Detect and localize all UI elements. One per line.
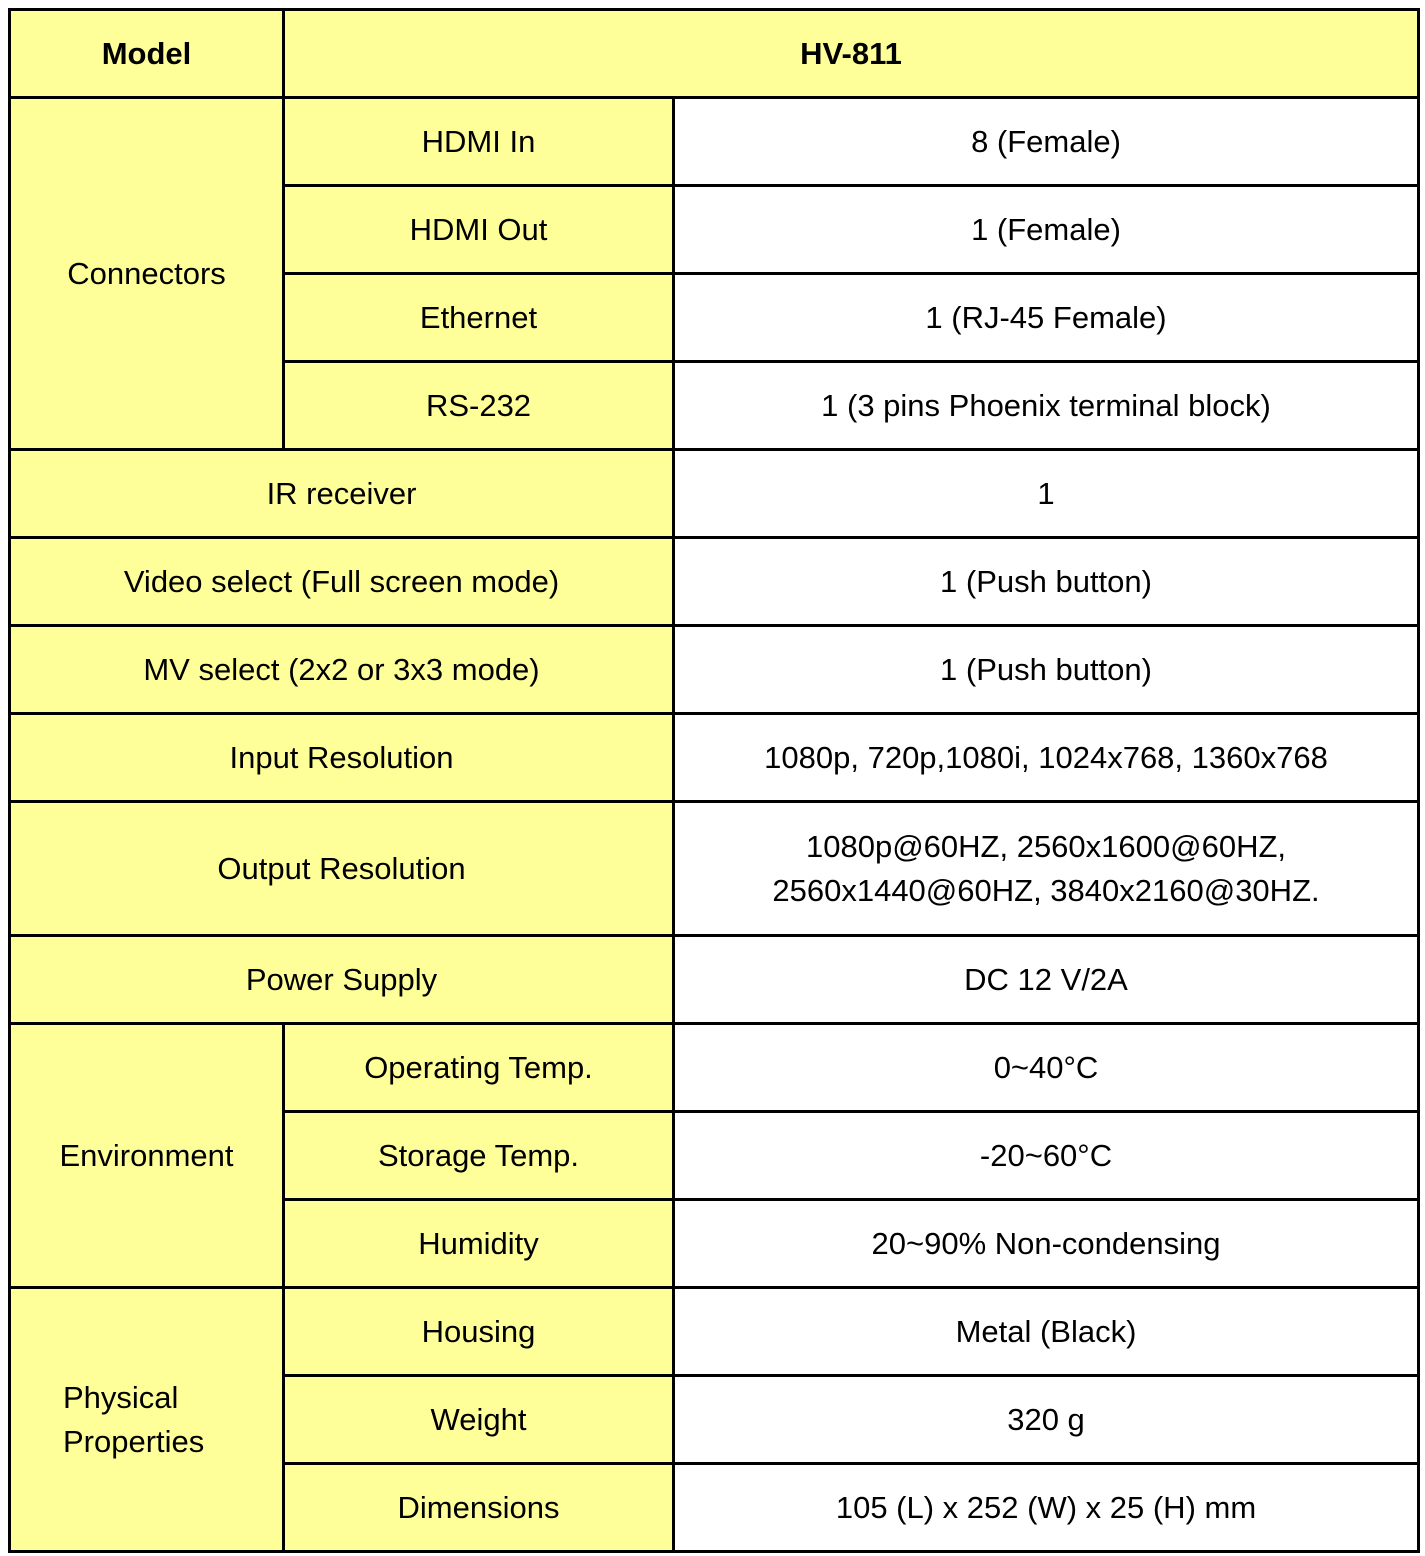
physical-label-line: Properties xyxy=(63,1423,205,1459)
table-row xyxy=(10,1288,1419,1376)
spec-value: Metal (Black) xyxy=(674,1288,1419,1376)
physical-label-line: Physical xyxy=(63,1379,179,1415)
spec-value: 20~90% Non-condensing xyxy=(674,1200,1419,1288)
spec-name: Weight xyxy=(284,1376,674,1464)
output-resolution-line: 1080p@60HZ, 2560x1600@60HZ, xyxy=(806,828,1287,864)
spec-value: 320 g xyxy=(674,1376,1419,1464)
spec-value xyxy=(674,802,1419,936)
output-resolution-line: 2560x1440@60HZ, 3840x2160@30HZ. xyxy=(772,872,1320,908)
spec-name: Input Resolution xyxy=(10,714,674,802)
spec-name: Ethernet xyxy=(284,274,674,362)
table-row xyxy=(10,802,1419,936)
model-label: Model xyxy=(10,10,284,98)
model-value: HV-811 xyxy=(284,10,1419,98)
connectors-label: Connectors xyxy=(10,98,284,450)
table-row xyxy=(10,626,1419,714)
spec-name: RS-232 xyxy=(284,362,674,450)
spec-name: MV select (2x2 or 3x3 mode) xyxy=(10,626,674,714)
spec-name: Operating Temp. xyxy=(284,1024,674,1112)
physical-label xyxy=(10,1288,284,1552)
spec-name: Video select (Full screen mode) xyxy=(10,538,674,626)
spec-name: Storage Temp. xyxy=(284,1112,674,1200)
spec-value: -20~60°C xyxy=(674,1112,1419,1200)
spec-value: DC 12 V/2A xyxy=(674,936,1419,1024)
spec-name: Humidity xyxy=(284,1200,674,1288)
table-row xyxy=(10,936,1419,1024)
table-row xyxy=(10,538,1419,626)
spec-name: Housing xyxy=(284,1288,674,1376)
table-row xyxy=(10,450,1419,538)
spec-value: 8 (Female) xyxy=(674,98,1419,186)
environment-label: Environment xyxy=(10,1024,284,1288)
spec-value: 1 xyxy=(674,450,1419,538)
header-row xyxy=(10,10,1419,98)
spec-value: 105 (L) x 252 (W) x 25 (H) mm xyxy=(674,1464,1419,1552)
table-row xyxy=(10,714,1419,802)
spec-value: 1 (RJ-45 Female) xyxy=(674,274,1419,362)
spec-value: 1 (3 pins Phoenix terminal block) xyxy=(674,362,1419,450)
table-row xyxy=(10,1024,1419,1112)
spec-name: Power Supply xyxy=(10,936,674,1024)
spec-value: 0~40°C xyxy=(674,1024,1419,1112)
spec-name: Output Resolution xyxy=(10,802,674,936)
spec-value: 1080p, 720p,1080i, 1024x768, 1360x768 xyxy=(674,714,1419,802)
spec-name: IR receiver xyxy=(10,450,674,538)
spec-name: Dimensions xyxy=(284,1464,674,1552)
table-row xyxy=(10,98,1419,186)
spec-name: HDMI In xyxy=(284,98,674,186)
spec-value: 1 (Push button) xyxy=(674,626,1419,714)
spec-name: HDMI Out xyxy=(284,186,674,274)
spec-value: 1 (Female) xyxy=(674,186,1419,274)
spec-table xyxy=(8,8,1420,1553)
spec-value: 1 (Push button) xyxy=(674,538,1419,626)
